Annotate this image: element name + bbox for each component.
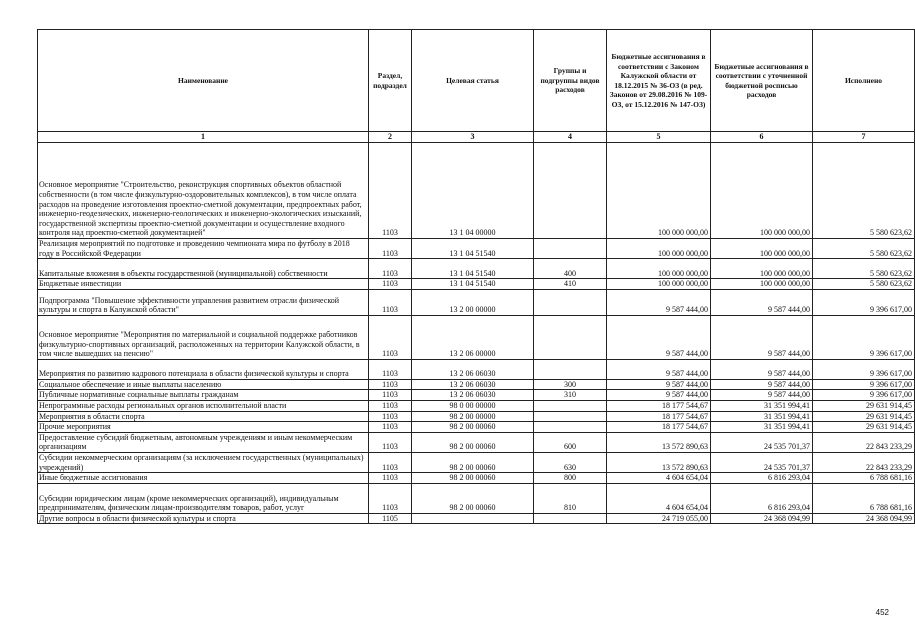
row-executed: 6 788 681,16 (813, 483, 915, 513)
row-plan-allocation: 9 587 444,00 (711, 289, 813, 315)
row-plan-allocation: 6 816 293,04 (711, 473, 813, 484)
header-section: Раздел, подраздел (369, 30, 412, 132)
row-name: Капитальные вложения в объекты государственной (муниципальной) собственности (38, 259, 369, 279)
column-number: 7 (813, 132, 915, 143)
row-executed: 9 396 617,00 (813, 390, 915, 401)
page-number: 452 (875, 608, 889, 617)
row-executed: 9 396 617,00 (813, 379, 915, 390)
row-section: 1103 (369, 411, 412, 422)
row-plan-allocation: 9 587 444,00 (711, 390, 813, 401)
column-number: 5 (607, 132, 711, 143)
row-plan-allocation: 31 351 994,41 (711, 400, 813, 411)
row-expense-type (534, 289, 607, 315)
row-name: Субсидии юридическим лицам (кроме некоммерческих организаций), индивидуальным предпринимателям, физическим лицам-производителям товаров, работ, услуг (38, 483, 369, 513)
row-target-article: 13 2 06 06030 (412, 359, 534, 379)
row-section: 1103 (369, 259, 412, 279)
header-law-allocation: Бюджетные ассигнования в соответствии с Законом Калужской области от 18.12.2015 № 36-ОЗ (в ред. Законов от 29.08.2016 № 109-ОЗ, от 15.12.2016 № 147-ОЗ) (607, 30, 711, 132)
table-row (38, 143, 915, 239)
row-law-allocation: 13 572 890,63 (607, 432, 711, 452)
row-law-allocation: 4 604 654,04 (607, 483, 711, 513)
row-name: Субсидии некоммерческим организациям (за исключением государственных (муниципальных) учреждений) (38, 452, 369, 472)
row-expense-type (534, 143, 607, 239)
row-executed: 5 580 623,62 (813, 279, 915, 290)
row-expense-type (534, 400, 607, 411)
row-law-allocation: 9 587 444,00 (607, 379, 711, 390)
row-target-article: 13 2 06 06030 (412, 379, 534, 390)
row-law-allocation: 100 000 000,00 (607, 143, 711, 239)
row-section: 1105 (369, 513, 412, 524)
row-name: Реализация мероприятий по подготовке и проведению чемпионата мира по футболу в 2018 году в Российской Федерации (38, 239, 369, 259)
row-law-allocation: 9 587 444,00 (607, 315, 711, 359)
row-plan-allocation: 6 816 293,04 (711, 483, 813, 513)
table-row (38, 289, 915, 315)
row-law-allocation: 18 177 544,67 (607, 400, 711, 411)
row-executed: 29 631 914,45 (813, 400, 915, 411)
row-executed: 6 788 681,16 (813, 473, 915, 484)
row-name: Бюджетные инвестиции (38, 279, 369, 290)
row-target-article: 98 2 00 00060 (412, 483, 534, 513)
column-number: 6 (711, 132, 813, 143)
row-name: Публичные нормативные социальные выплаты гражданам (38, 390, 369, 401)
row-target-article (412, 513, 534, 524)
table-row (38, 239, 915, 259)
row-plan-allocation: 9 587 444,00 (711, 379, 813, 390)
row-name: Основное мероприятие "Строительство, реконструкция спортивных объектов областной собственности (в том числе физкультурно-оздоровительных комплексов), в том числе оплата расходов на проведение изготовления проектно-сметной документации, предпроектных работ, инженерно-геодезических, инженерно-геологических и инженерно-экологических изысканий, государственной экспертизы проектно-сметной документации и осуществление входного контроля над проектно-сметной документацией" (38, 143, 369, 239)
table-row (38, 315, 915, 359)
row-target-article: 98 2 00 00000 (412, 411, 534, 422)
table-body (38, 143, 915, 524)
row-target-article: 13 1 04 51540 (412, 259, 534, 279)
row-executed: 24 368 094,99 (813, 513, 915, 524)
row-section: 1103 (369, 379, 412, 390)
table-row (38, 390, 915, 401)
row-executed: 22 843 233,29 (813, 432, 915, 452)
row-expense-type (534, 513, 607, 524)
row-expense-type: 630 (534, 452, 607, 472)
row-target-article: 98 2 00 00060 (412, 452, 534, 472)
row-law-allocation: 100 000 000,00 (607, 279, 711, 290)
table-row (38, 411, 915, 422)
row-section: 1103 (369, 390, 412, 401)
row-plan-allocation: 100 000 000,00 (711, 239, 813, 259)
row-executed: 9 396 617,00 (813, 315, 915, 359)
table-row (38, 473, 915, 484)
table-row (38, 513, 915, 524)
budget-table (37, 29, 915, 524)
row-name: Предоставление субсидий бюджетным, автономным учреждениям и иным некоммерческим организациям (38, 432, 369, 452)
column-number: 4 (534, 132, 607, 143)
table-row (38, 422, 915, 433)
row-expense-type: 800 (534, 473, 607, 484)
row-law-allocation: 18 177 544,67 (607, 411, 711, 422)
row-plan-allocation: 9 587 444,00 (711, 315, 813, 359)
column-number: 2 (369, 132, 412, 143)
row-plan-allocation: 100 000 000,00 (711, 259, 813, 279)
row-section: 1103 (369, 400, 412, 411)
row-law-allocation: 100 000 000,00 (607, 239, 711, 259)
row-target-article: 13 2 06 00000 (412, 315, 534, 359)
header-name: Наименование (38, 30, 369, 132)
row-expense-type: 300 (534, 379, 607, 390)
row-law-allocation: 9 587 444,00 (607, 359, 711, 379)
row-target-article: 98 2 00 00060 (412, 432, 534, 452)
row-target-article: 98 2 00 00060 (412, 473, 534, 484)
row-expense-type (534, 359, 607, 379)
header-target-article: Целевая статья (412, 30, 534, 132)
row-executed: 22 843 233,29 (813, 452, 915, 472)
row-executed: 29 631 914,45 (813, 422, 915, 433)
row-plan-allocation: 24 535 701,37 (711, 452, 813, 472)
row-law-allocation: 4 604 654,04 (607, 473, 711, 484)
row-executed: 9 396 617,00 (813, 289, 915, 315)
row-name: Непрограммные расходы региональных органов исполнительной власти (38, 400, 369, 411)
row-section: 1103 (369, 432, 412, 452)
row-expense-type (534, 411, 607, 422)
row-section: 1103 (369, 143, 412, 239)
row-law-allocation: 13 572 890,63 (607, 452, 711, 472)
row-target-article: 98 2 00 00060 (412, 422, 534, 433)
column-number: 3 (412, 132, 534, 143)
table-row (38, 452, 915, 472)
row-executed: 5 580 623,62 (813, 239, 915, 259)
row-plan-allocation: 24 368 094,99 (711, 513, 813, 524)
row-target-article: 13 1 04 51540 (412, 279, 534, 290)
row-section: 1103 (369, 279, 412, 290)
table-row (38, 359, 915, 379)
row-plan-allocation: 100 000 000,00 (711, 143, 813, 239)
row-expense-type (534, 422, 607, 433)
row-name: Подпрограмма "Повышение эффективности управления развитием отрасли физической культуры и спорта в Калужской области" (38, 289, 369, 315)
row-target-article: 13 2 06 06030 (412, 390, 534, 401)
header-expense-type: Группы и подгруппы видов расходов (534, 30, 607, 132)
table-row (38, 279, 915, 290)
row-law-allocation: 18 177 544,67 (607, 422, 711, 433)
row-executed: 5 580 623,62 (813, 259, 915, 279)
row-name: Социальное обеспечение и иные выплаты населению (38, 379, 369, 390)
table-row (38, 432, 915, 452)
row-section: 1103 (369, 359, 412, 379)
row-plan-allocation: 100 000 000,00 (711, 279, 813, 290)
row-section: 1103 (369, 315, 412, 359)
row-section: 1103 (369, 473, 412, 484)
row-executed: 29 631 914,45 (813, 411, 915, 422)
row-expense-type (534, 239, 607, 259)
row-expense-type: 310 (534, 390, 607, 401)
table-row (38, 379, 915, 390)
row-name: Основное мероприятие "Мероприятия по материальной и социальной поддержке работников физкультурно-спортивных организаций, расположенных на территории Калужской области, в том числе вышедших на пенсию" (38, 315, 369, 359)
row-law-allocation: 100 000 000,00 (607, 259, 711, 279)
row-name: Прочие мероприятия (38, 422, 369, 433)
table-row (38, 483, 915, 513)
row-name: Мероприятия в области спорта (38, 411, 369, 422)
row-expense-type (534, 315, 607, 359)
row-executed: 5 580 623,62 (813, 143, 915, 239)
row-expense-type: 410 (534, 279, 607, 290)
table-row (38, 259, 915, 279)
row-plan-allocation: 31 351 994,41 (711, 411, 813, 422)
header-plan-allocation: Бюджетные ассигнования в соответствии с уточненной бюджетной росписью расходов (711, 30, 813, 132)
table-row (38, 400, 915, 411)
row-target-article: 98 0 00 00000 (412, 400, 534, 411)
row-law-allocation: 24 719 055,00 (607, 513, 711, 524)
row-expense-type: 810 (534, 483, 607, 513)
header-executed: Исполнено (813, 30, 915, 132)
row-section: 1103 (369, 422, 412, 433)
row-target-article: 13 1 04 00000 (412, 143, 534, 239)
row-plan-allocation: 9 587 444,00 (711, 359, 813, 379)
row-executed: 9 396 617,00 (813, 359, 915, 379)
row-expense-type: 600 (534, 432, 607, 452)
row-plan-allocation: 24 535 701,37 (711, 432, 813, 452)
row-name: Другие вопросы в области физической культуры и спорта (38, 513, 369, 524)
row-plan-allocation: 31 351 994,41 (711, 422, 813, 433)
row-name: Иные бюджетные ассигнования (38, 473, 369, 484)
row-target-article: 13 2 00 00000 (412, 289, 534, 315)
row-law-allocation: 9 587 444,00 (607, 390, 711, 401)
row-expense-type: 400 (534, 259, 607, 279)
row-target-article: 13 1 04 51540 (412, 239, 534, 259)
row-section: 1103 (369, 289, 412, 315)
row-law-allocation: 9 587 444,00 (607, 289, 711, 315)
row-section: 1103 (369, 452, 412, 472)
row-section: 1103 (369, 239, 412, 259)
column-number: 1 (38, 132, 369, 143)
row-section: 1103 (369, 483, 412, 513)
row-name: Мероприятия по развитию кадрового потенциала в области физической культуры и спорта (38, 359, 369, 379)
